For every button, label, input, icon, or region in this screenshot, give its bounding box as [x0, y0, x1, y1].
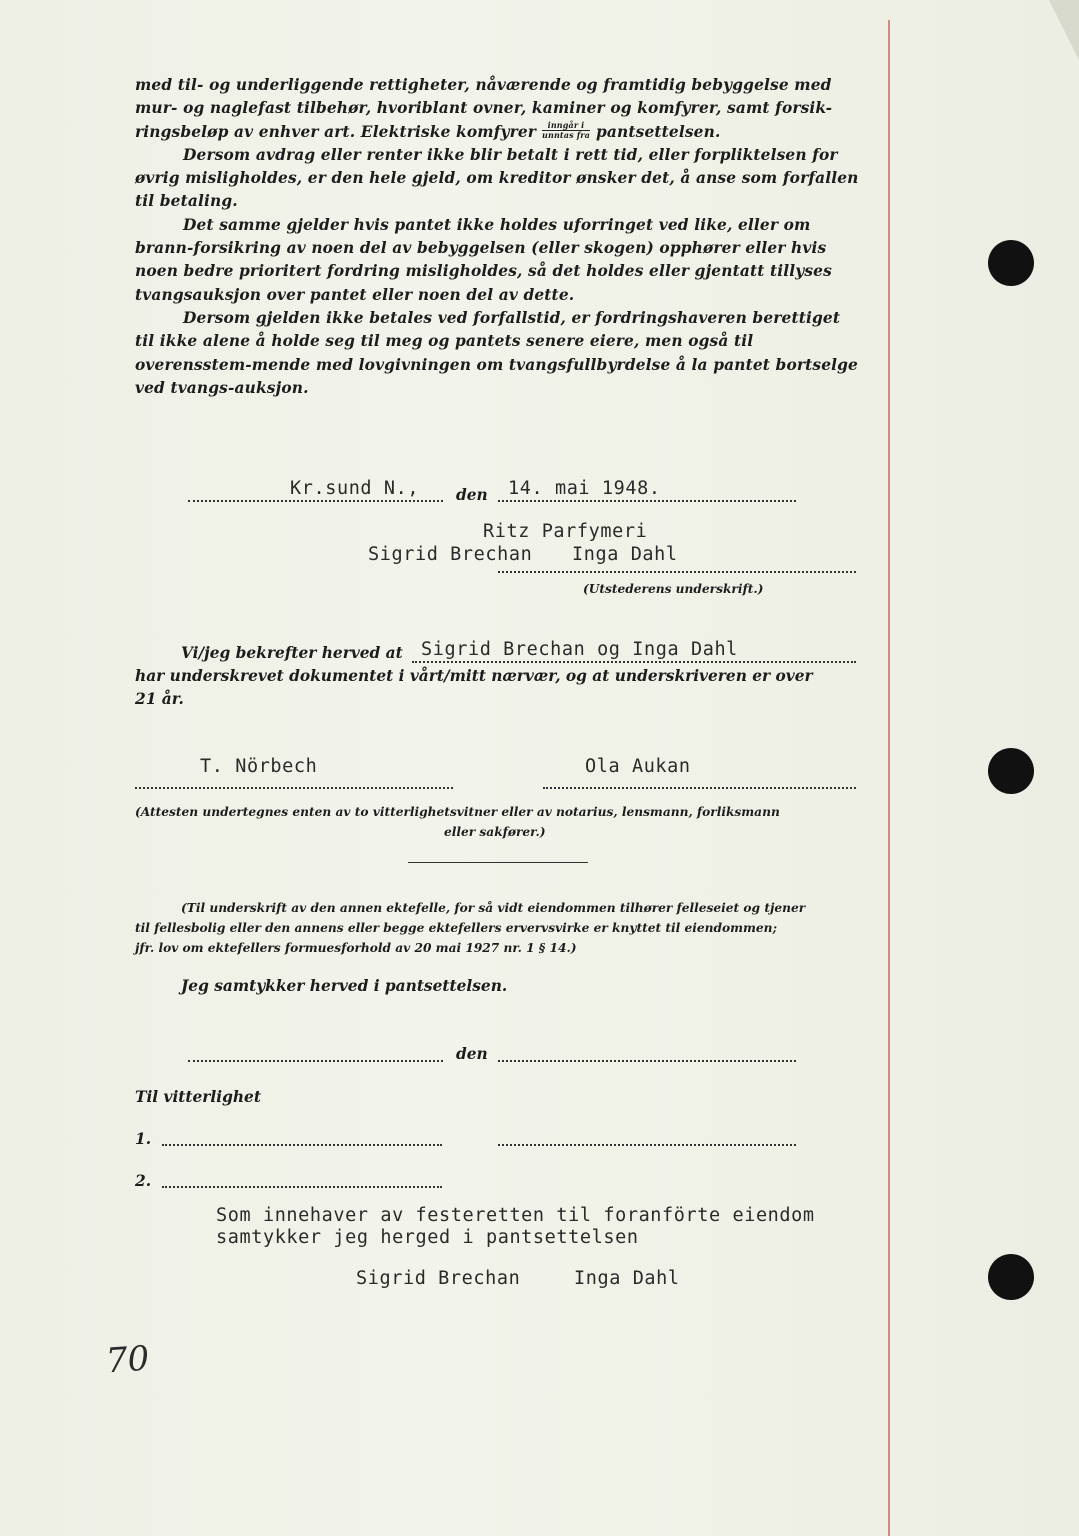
attestation-note-2: eller sakfører.) [444, 825, 546, 839]
place-dotline [188, 500, 443, 502]
attestation-dotline [412, 661, 856, 663]
lease-consent-line-1: Som innehaver av festeretten til foranförte eiendom [216, 1205, 815, 1226]
spouse-witness-2-dotline [162, 1186, 442, 1188]
default-clause: Dersom avdrag eller renter ikke blir betalt i rett tid, eller forpliktelsen for øvrig misligholdes, er den hele gjeld, om kreditor ønsker det, å anse som forfallen til betaling. [135, 145, 859, 211]
attestation-lead: Vi/jeg bekrefter herved at [181, 644, 403, 662]
terms-line-3-pre: ringsbeløp av enhver art. Elektriske komfyrer [135, 122, 537, 141]
lease-signer-1: Sigrid Brechan [356, 1268, 521, 1289]
spouse-witness-1b-dotline [498, 1144, 796, 1146]
signing-date: 14. mai 1948. [508, 478, 661, 499]
witness-1-dotline [135, 787, 453, 789]
binder-hole-top [988, 240, 1034, 286]
section-divider [408, 862, 588, 863]
company-name: Ritz Parfymeri [483, 521, 648, 542]
date-dotline [498, 500, 796, 502]
fraction-bottom: unntas fra [542, 130, 590, 141]
attestation-line-2: har underskrevet dokumentet i vårt/mitt nærvær, og at underskriveren er over [135, 667, 813, 685]
terms-line-3-post: pantsettelsen. [596, 122, 721, 141]
lease-signer-2: Inga Dahl [574, 1268, 680, 1289]
attestation-note-1: (Attesten undertegnes enten av to vitterlighetsvitner eller av notarius, lensmann, forliksmann [135, 805, 780, 819]
spouse-note-2: til fellesbolig eller den annens eller begge ektefellers ervervsvirke er knyttet til eiendommen; [135, 921, 778, 935]
terms-line-3 [135, 121, 861, 144]
issuer-signer-1: Sigrid Brechan [368, 544, 533, 565]
spouse-date-dotline [498, 1060, 796, 1062]
spouse-place-dotline [188, 1060, 443, 1062]
fraction-top: inngår i [542, 121, 590, 131]
lease-consent-line-2: samtykker jeg herged i pantsettelsen [216, 1227, 639, 1248]
attested-names: Sigrid Brechan og Inga Dahl [421, 639, 738, 660]
mortgage-terms [135, 74, 861, 400]
witness-2-dotline [543, 787, 856, 789]
signing-place: Kr.sund N., [290, 478, 420, 499]
witness-2: Ola Aukan [585, 756, 691, 777]
witness-heading: Til vitterlighet [135, 1088, 261, 1106]
spouse-note-1: (Til underskrift av den annen ektefelle, for så vidt eiendommen tilhører felleseiet og tjener [181, 901, 806, 915]
attestation-line-3: 21 år. [135, 690, 184, 708]
cooker-fraction [542, 121, 590, 140]
margin-rule [888, 20, 890, 1536]
issuer-signer-2: Inga Dahl [572, 544, 678, 565]
binder-hole-bottom [988, 1254, 1034, 1300]
spouse-note-3: jfr. lov om ektefellers formuesforhold av 20 mai 1927 nr. 1 § 14.) [135, 941, 577, 955]
spouse-witness-1-dotline [162, 1144, 442, 1146]
binder-hole-middle [988, 748, 1034, 794]
spouse-consent: Jeg samtykker herved i pantsettelsen. [181, 977, 508, 995]
margin-page-number: 70 [104, 1338, 151, 1382]
enforcement-clause: Dersom gjelden ikke betales ved forfallstid, er fordringshaveren berettiget til ikke alene å holde seg til meg og pantets senere eiere, men også til overensstem-mende med lovgivningen om tvangsfullbyrdelse å la pantet bortselge ved tvangs-auksjon. [135, 308, 858, 397]
spouse-den-label: den [456, 1045, 488, 1063]
witness-number-1: 1. [135, 1130, 152, 1148]
witness-1: T. Nörbech [200, 756, 318, 777]
page-corner-fold [1049, 0, 1079, 60]
issuer-caption: (Utstederens underskrift.) [583, 582, 764, 596]
insurance-clause: Det samme gjelder hvis pantet ikke holdes uforringet ved like, eller om brann-forsikring av noen del av bebyggelsen (eller skogen) opphører eller hvis noen bedre prioritert fordring misligholdes, så det holdes eller gjentatt tillyses tvangsauksjon over pantet eller noen del av dette. [135, 215, 832, 304]
terms-line-1: med til- og underliggende rettigheter, nåværende og framtidig bebyggelse med [135, 76, 832, 94]
terms-line-2: mur- og naglefast tilbehør, hvoriblant ovner, kaminer og komfyrer, samt forsik- [135, 99, 833, 118]
witness-number-2: 2. [135, 1172, 152, 1190]
issuer-dotline [498, 571, 856, 573]
den-label: den [456, 486, 488, 504]
